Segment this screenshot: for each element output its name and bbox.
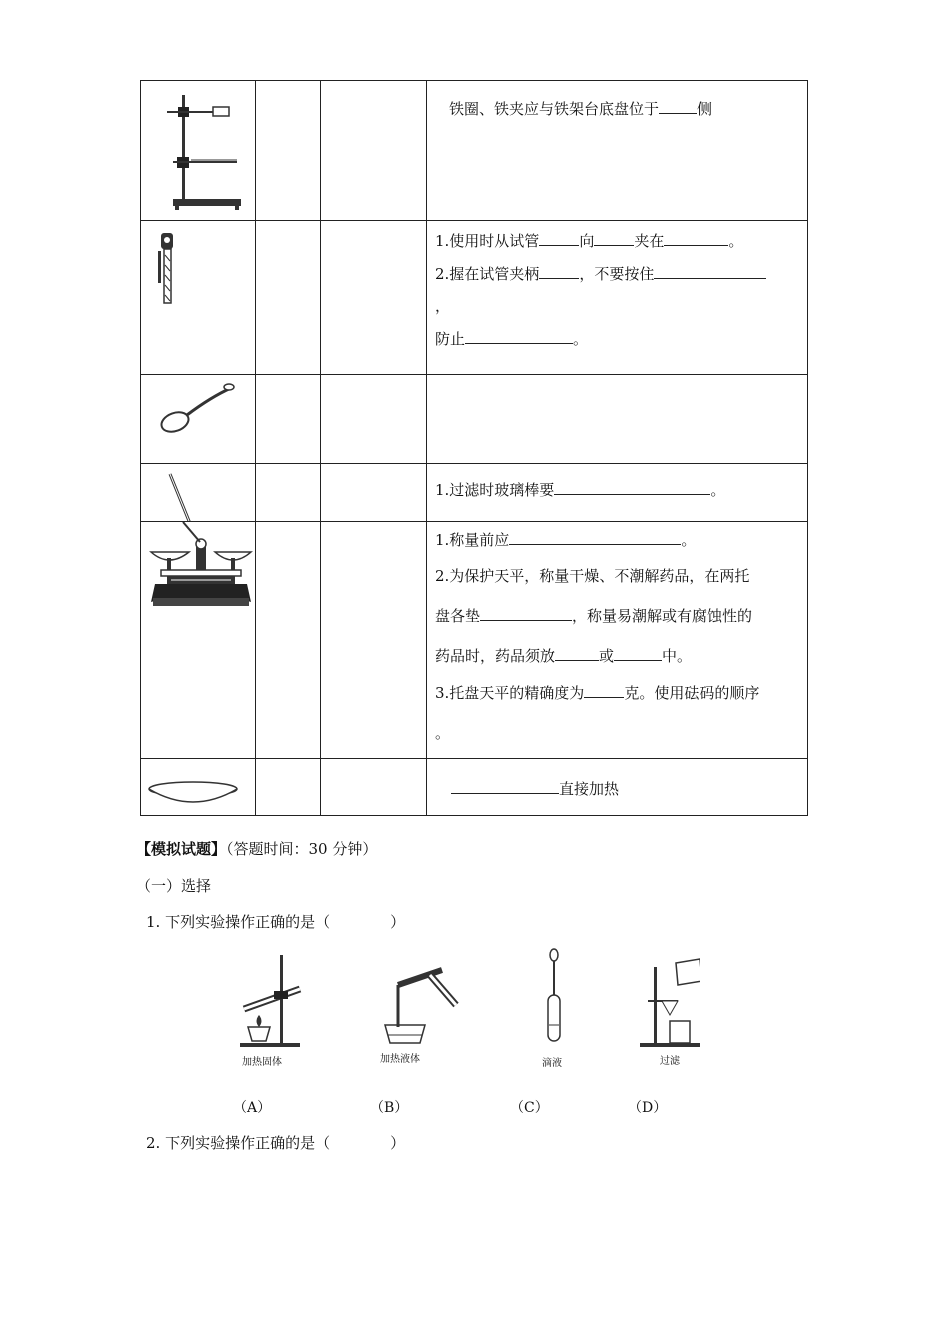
time-note: （答题时间：30 分钟） bbox=[226, 840, 378, 858]
part-label: （一）选择 bbox=[136, 877, 212, 895]
iron-stand-notes: 铁圈、铁夹应与铁架台底盘位于 侧 bbox=[427, 81, 808, 221]
table-row bbox=[141, 221, 808, 375]
filtering-figure bbox=[640, 959, 700, 1047]
question-1-figure bbox=[230, 945, 700, 1070]
iron-stand-cell bbox=[141, 81, 256, 221]
test-tube-clamp-cell bbox=[141, 221, 256, 375]
glass-rod-notes: 1.过滤时玻璃棒要 。 bbox=[427, 464, 808, 522]
evaporating-dish-icon bbox=[141, 759, 255, 815]
section-heading bbox=[136, 838, 377, 859]
table-row bbox=[141, 81, 808, 221]
test-tube-clamp-icon bbox=[141, 221, 255, 374]
balance-cell bbox=[141, 522, 256, 759]
glass-rod-cell bbox=[141, 464, 256, 522]
option-d: （D） bbox=[628, 1100, 668, 1116]
heating-solid-figure bbox=[240, 955, 300, 1047]
table-row bbox=[141, 522, 808, 759]
table-row bbox=[141, 759, 808, 816]
glass-rod-icon bbox=[141, 464, 255, 521]
medicine-spoon-notes bbox=[427, 375, 808, 464]
iron-stand-icon bbox=[141, 81, 255, 220]
medicine-spoon-cell bbox=[141, 375, 256, 464]
balance-notes: 1.称量前应 。 2.为保护天平，称量干燥、不潮解药品，在两托 盘各垫 ，称量易潮解或有腐蚀性的 药品时，药品须放 或 中。 3.托盘天平的精确度为 克。使用砝码的顺序 。 bbox=[427, 522, 808, 759]
caption-heating-liquid: 加热液体 bbox=[380, 1054, 420, 1065]
question-2: 2. 下列实验操作正确的是（ ） bbox=[146, 1134, 406, 1152]
option-c: （C） bbox=[510, 1100, 549, 1116]
option-a: （A） bbox=[233, 1100, 272, 1116]
dropping-figure bbox=[548, 949, 560, 1041]
test-tube-clamp-notes: 1.使用时从试管 向 夹在 。 2.握在试管夹柄 ，不要按住 ， 防止 。 bbox=[427, 221, 808, 375]
heating-liquid-figure bbox=[385, 970, 456, 1043]
balance-icon bbox=[141, 522, 255, 758]
section-title: 【模拟试题】 bbox=[136, 840, 227, 858]
caption-heating-solid: 加热固体 bbox=[242, 1057, 282, 1068]
medicine-spoon-icon bbox=[141, 375, 255, 463]
caption-dropping: 滴液 bbox=[542, 1058, 562, 1069]
option-b: （B） bbox=[370, 1100, 409, 1116]
table-row bbox=[141, 464, 808, 522]
evaporating-dish-cell bbox=[141, 759, 256, 816]
table-row bbox=[141, 375, 808, 464]
evaporating-dish-notes: 直接加热 bbox=[427, 759, 808, 816]
instrument-table bbox=[140, 80, 808, 816]
caption-filtering: 过滤 bbox=[660, 1056, 680, 1067]
question-1: 1. 下列实验操作正确的是（ ） bbox=[146, 913, 406, 931]
